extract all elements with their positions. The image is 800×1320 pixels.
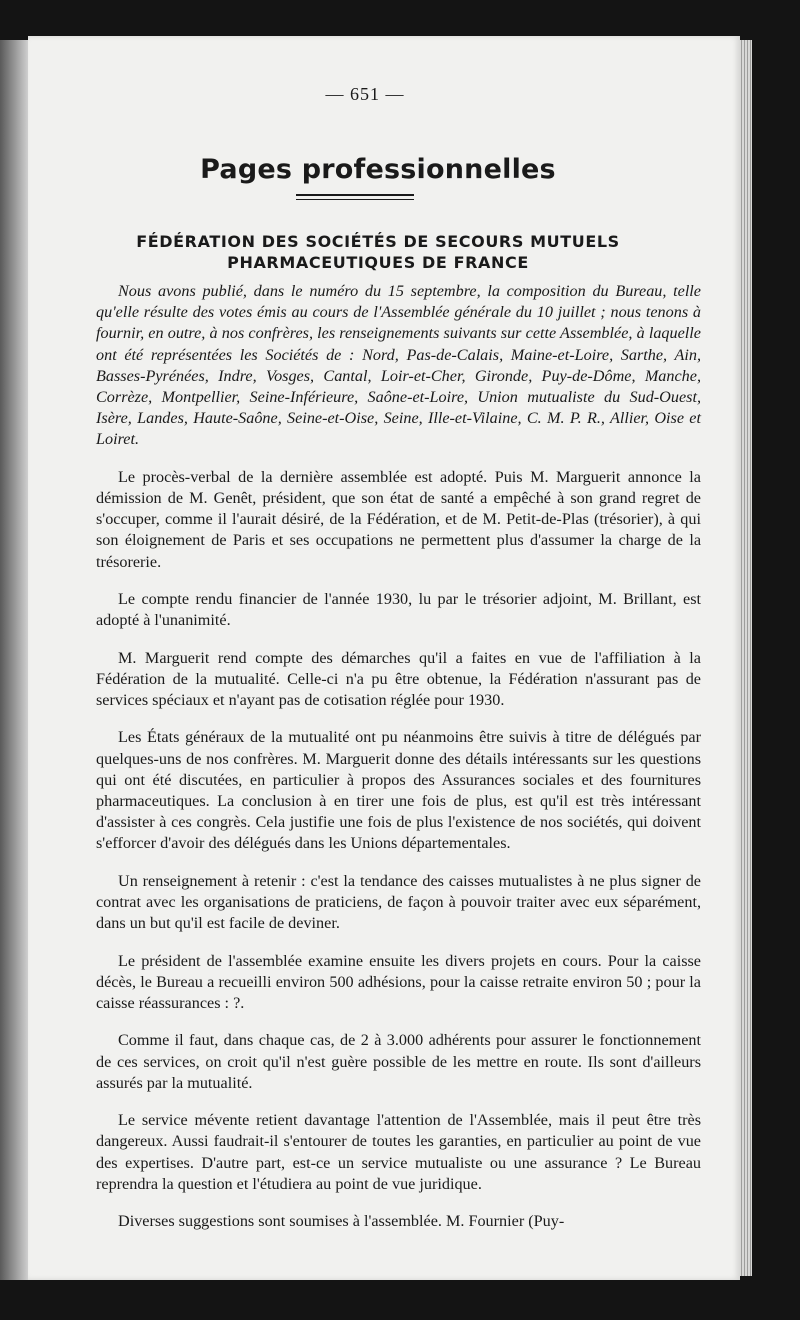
adjacent-page-edge <box>0 40 28 1280</box>
intro-paragraph: Nous avons publié, dans le numéro du 15 septembre, la composition du Bureau, telle qu'elle résulte des votes émis au cours de l'Assemblée générale du 10 juillet ; nous tenons à fournir, en outre, à nos confrères, les renseignements suivants sur cette Assemblée, à laquelle ont été représentées les Sociétés de : Nord, Pas-de-Calais, Maine-et-Loire, Sarthe, Ain, Basses-Pyrénées, Indre, Vosges, Cantal, Loir-et-Cher, Gironde, Puy-de-Dôme, Manche, Corrèze, Montpellier, Seine-Inférieure, Saône-et-Loire, Union mutualiste du Sud-Ouest, Isère, Landes, Haute-Saône, Seine-et-Oise, Seine, Ille-et-Vilaine, C. M. P. R., Allier, Oise et Loiret. <box>96 282 701 449</box>
body-paragraph: Diverses suggestions sont soumises à l'assemblée. M. Fournier (Puy- <box>118 1212 565 1231</box>
body-paragraph: Le président de l'assemblée examine ensuite les divers projets en cours. Pour la caisse décès, le Bureau a recueilli environ 500 adhésions, pour la caisse retraite environ 50 ; pour la caisse réassurances : ?. <box>96 951 701 1013</box>
article-heading-line-2: PHARMACEUTIQUES DE FRANCE <box>227 253 529 272</box>
title-double-rule <box>296 194 414 200</box>
section-title: Pages professionnelles <box>200 154 556 185</box>
body-paragraph: Le procès-verbal de la dernière assemblée est adopté. Puis M. Marguerit annonce la démission de M. Genêt, président, que son état de santé a empêché à son grand regret de s'occuper, comme il l'aurait désiré, de la Fédération, et de M. Petit-de-Plas (trésorier), à qui son éloignement de Paris et ses occupations ne permettent plus d'assumer la charge de la trésorerie. <box>96 467 701 571</box>
book-page <box>28 36 740 1280</box>
body-paragraph: Le compte rendu financier de l'année 1930, lu par le trésorier adjoint, M. Brillant, est adopté à l'unanimité. <box>96 590 701 630</box>
body-paragraph: Les États généraux de la mutualité ont pu néanmoins être suivis à titre de délégués par quelques-uns de nos confrères. M. Marguerit donne des détails intéressants sur les questions qui ont été discutées, en particulier à propos des Assurances sociales et des fournitures pharmaceutiques. La conclusion à en tirer une fois de plus, est qu'il est très intéressant d'assister à ces congrès. Cela justifie une fois de plus l'existence de nos sociétés, qui doivent s'efforcer d'avoir des délégués dans les Unions départementales. <box>96 728 701 853</box>
body-paragraph: Un renseignement à retenir : c'est la tendance des caisses mutualistes à ne plus signer de contrat avec les organisations de praticiens, de façon à pouvoir traiter avec eux séparément, dans un but qu'il est facile de deviner. <box>96 871 701 933</box>
body-paragraph: M. Marguerit rend compte des démarches qu'il a faites en vue de l'affiliation à la Fédération de la mutualité. Celle-ci n'a pu être obtenue, la Fédération n'assurant pas de services spéciaux et n'ayant pas de cotisation réglée pour 1930. <box>96 648 701 710</box>
page-content <box>60 84 701 1249</box>
body-paragraph: Comme il faut, dans chaque cas, de 2 à 3.000 adhérents pour assurer le fonctionnement de ces services, on croit qu'il n'est guère possible de les mettre en route. Ils sont d'ailleurs assurés par la mutualité. <box>96 1031 701 1092</box>
body-paragraph: Le service mévente retient davantage l'attention de l'Assemblée, mais il peut être très dangereux. Aussi faudrait-il s'entourer de toutes les garanties, en particulier au point de vue des expertises. D'autre part, est-ce un service mutualiste ou une assurance ? Le Bureau reprendra la question et l'étudiera au point de vue juridique. <box>96 1111 701 1193</box>
article-heading <box>96 231 660 273</box>
page-number: — 651 — <box>325 84 405 104</box>
article-heading-line-1: FÉDÉRATION DES SOCIÉTÉS DE SECOURS MUTUELS <box>136 232 620 251</box>
